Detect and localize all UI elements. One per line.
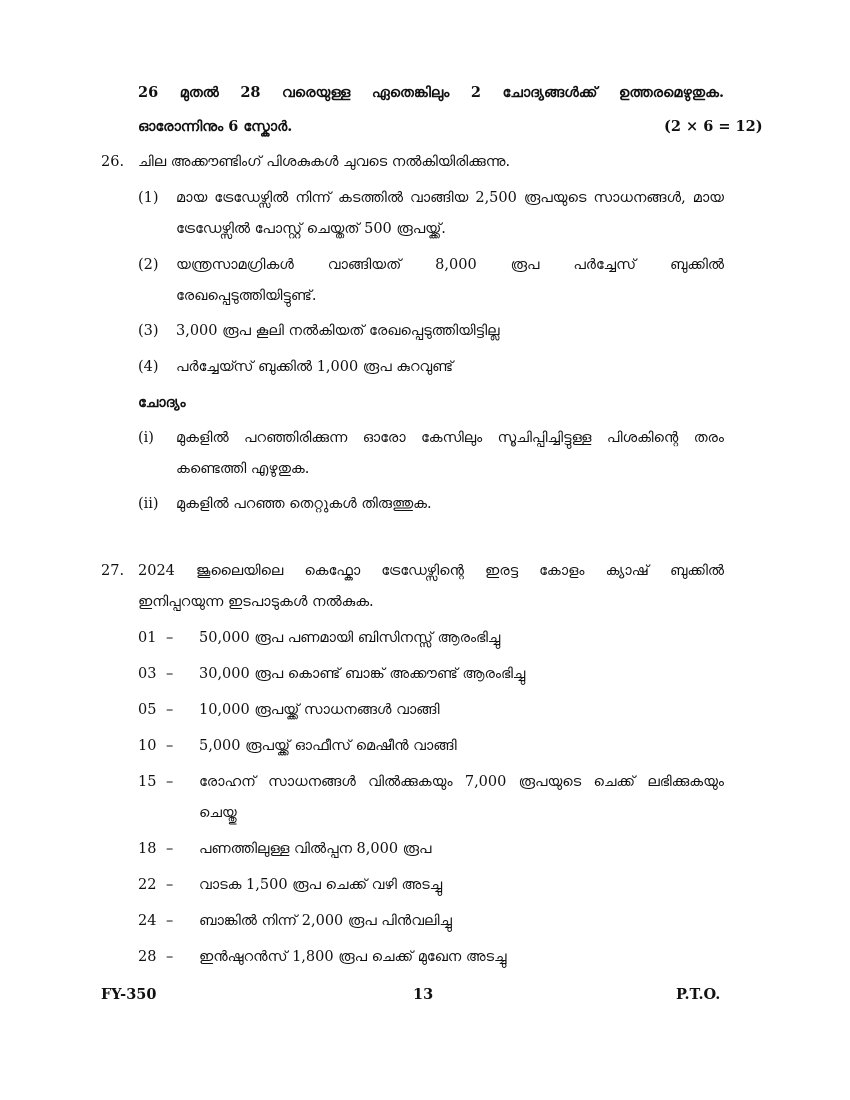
entry-18-date: 18: [138, 841, 157, 857]
q26-sub-ii-number: (ii): [138, 496, 159, 512]
entry-05-date: 05: [138, 702, 157, 718]
q26-sub-i-line-2: കണ്ടെത്തി എഴുതുക.: [176, 461, 310, 477]
entry-28-dash: –: [166, 949, 174, 965]
page-number: 13: [413, 986, 434, 1003]
entry-28-date: 28: [138, 949, 157, 965]
entry-15-text-line-2: ചെയ്തു: [199, 805, 237, 821]
marks-allocation: (2 × 6 = 12): [664, 118, 763, 135]
footer-pto: P.T.O.: [676, 986, 721, 1003]
entry-22-dash: –: [166, 877, 174, 893]
q26-question-label: ചോദ്യം: [138, 394, 186, 411]
q27-stem-line-1: 2024 ജൂലൈയിലെ കെഫ്കോ ട്രേഡേഴ്സിന്റെ ഇരട്ട കോളം ക്യാഷ് ബുക്കിൽ: [138, 563, 724, 579]
q26-item-3-number: (3): [138, 323, 159, 339]
q26-item-4-number: (4): [138, 359, 159, 375]
entry-15-text: രോഹന് സാധനങ്ങൾ വിൽക്കുകയും 7,000 രൂപയുടെ ചെക്ക് ലഭിക്കുകയും: [199, 774, 724, 790]
q26-item-2-line-2: രേഖപ്പെടുത്തിയിട്ടുണ്ട്.: [176, 288, 317, 304]
q26-item-3-line-1: 3,000 രൂപ കൂലി നൽകിയത് രേഖപ്പെടുത്തിയിട്ടില്ല: [176, 323, 500, 339]
entry-01-text: 50,000 രൂപ പണമായി ബിസിനസ്സ് ആരംഭിച്ചു: [199, 630, 501, 646]
q26-item-2-line-1: യന്ത്രസാമഗ്രികൾ വാങ്ങിയത് 8,000 രൂപ പർച്ചേസ് ബുക്കിൽ: [176, 257, 724, 273]
q27-stem-line-2: ഇനിപ്പറയുന്ന ഇടപാടുകൾ നൽകുക.: [138, 594, 374, 610]
q26-number: 26.: [101, 154, 125, 170]
q26-sub-i-line-1: മുകളിൽ പറഞ്ഞിരിക്കുന്ന ഓരോ കേസിലും സൂചിപ്പിച്ചിട്ടുള്ള പിശകിന്റെ തരം: [176, 430, 724, 446]
q26-item-1-line-1: മായ ട്രേഡേഴ്സിൽ നിന്ന് കടത്തിൽ വാങ്ങിയ 2,500 രൂപയുടെ സാധനങ്ങൾ, മായ: [176, 190, 724, 206]
q26-stem: ചില അക്കൗണ്ടിംഗ് പിശകുകൾ ചുവടെ നൽകിയിരിക്കുന്നു.: [138, 154, 511, 170]
entry-01-dash: –: [166, 630, 174, 646]
q26-item-1-number: (1): [138, 190, 159, 206]
entry-10-date: 10: [138, 738, 157, 754]
q26-item-1-line-2: ട്രേഡേഴ്സിൽ പോസ്റ്റ് ചെയ്തത് 500 രൂപയ്ക്ക്.: [176, 221, 446, 237]
q26-sub-i-number: (i): [138, 430, 154, 446]
instruction-line-1: 26 മുതൽ 28 വരെയുള്ള ഏതെങ്കിലും 2 ചോദ്യങ്ങൾക്ക് ഉത്തരമെഴുതുക.: [138, 84, 724, 101]
entry-10-text: 5,000 രൂപയ്ക്ക് ഓഫീസ് മെഷീൻ വാങ്ങി: [199, 738, 457, 754]
q26-item-4-line-1: പർച്ചേയ്സ് ബുക്കിൽ 1,000 രൂപ കുറവുണ്ട്: [176, 359, 454, 375]
entry-03-date: 03: [138, 666, 157, 682]
entry-18-dash: –: [166, 841, 174, 857]
entry-15-date: 15: [138, 774, 157, 790]
entry-22-text: വാടക 1,500 രൂപ ചെക്ക് വഴി അടച്ചു: [199, 877, 443, 893]
entry-10-dash: –: [166, 738, 174, 754]
q27-number: 27.: [101, 563, 125, 579]
q26-sub-ii-line-1: മുകളിൽ പറഞ്ഞ തെറ്റുകൾ തിരുത്തുക.: [176, 496, 432, 512]
q26-item-2-number: (2): [138, 257, 159, 273]
entry-03-text: 30,000 രൂപ കൊണ്ട് ബാങ്ക് അക്കൗണ്ട് ആരംഭിച്ചു: [199, 666, 526, 682]
entry-05-text: 10,000 രൂപയ്ക്ക് സാധനങ്ങൾ വാങ്ങി: [199, 702, 440, 718]
entry-15-dash: –: [166, 774, 174, 790]
entry-05-dash: –: [166, 702, 174, 718]
entry-22-date: 22: [138, 877, 157, 893]
entry-24-text: ബാങ്കിൽ നിന്ന് 2,000 രൂപ പിൻവലിച്ചു: [199, 913, 452, 929]
entry-18-text: പണത്തിലുള്ള വിൽപ്പന 8,000 രൂപ: [199, 841, 432, 857]
footer-code: FY-350: [101, 986, 157, 1003]
entry-01-date: 01: [138, 630, 157, 646]
instruction-line-2: ഓരോന്നിനും 6 സ്കോർ.: [138, 118, 293, 135]
entry-24-dash: –: [166, 913, 174, 929]
entry-24-date: 24: [138, 913, 157, 929]
entry-28-text: ഇൻഷുറൻസ് 1,800 രൂപ ചെക്ക് മുഖേന അടച്ചു: [199, 949, 507, 965]
entry-03-dash: –: [166, 666, 174, 682]
